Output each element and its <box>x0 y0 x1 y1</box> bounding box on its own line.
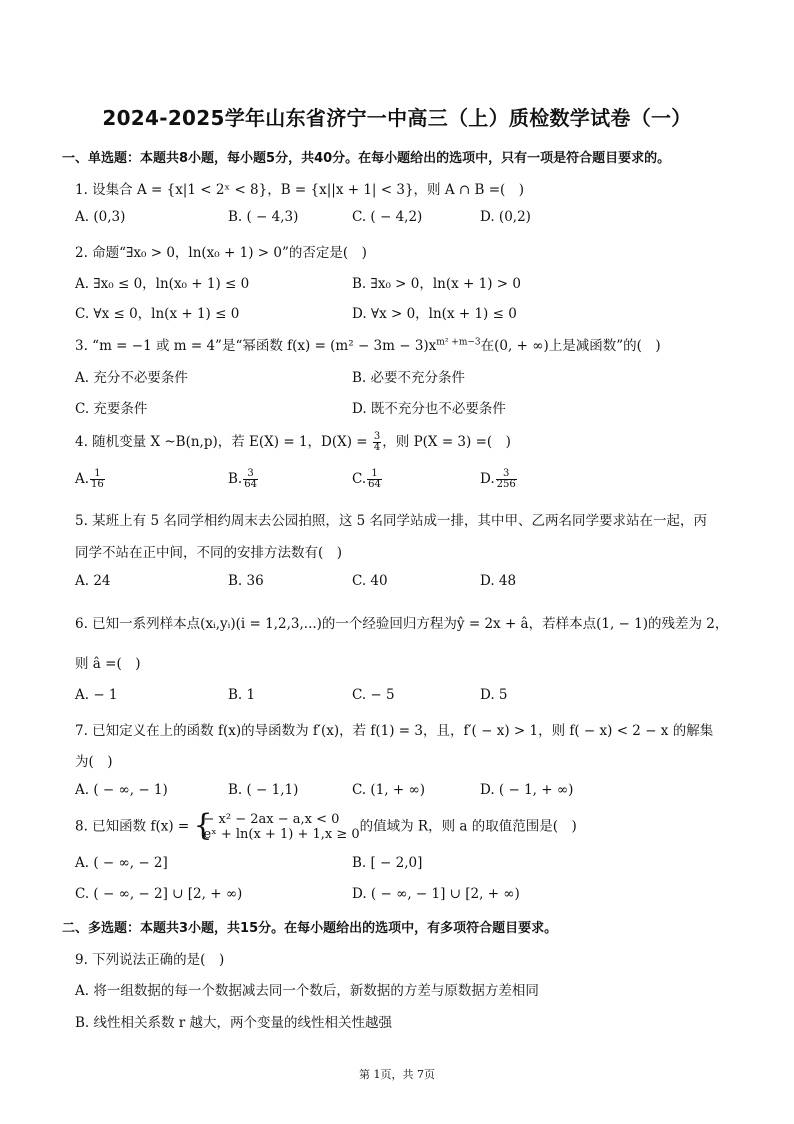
q8-case-2: eˣ + ln(x + 1) + 1,x ≥ 0 <box>203 827 360 842</box>
q8-case-1: − x² − 2ax − a,x < 0 <box>203 812 340 827</box>
q1-option-c: C. ( − 4,2) <box>352 209 423 225</box>
q1-option-a: A. (0,3) <box>75 209 126 225</box>
question-8 <box>75 808 577 843</box>
question-4 <box>75 430 511 453</box>
question-7-line-1: 7. 已知定义在上的函数 f(x)的导函数为 f′(x)，若 f(1) = 3，且，f′( − x) > 1，则 f( − x) < 2 − x 的解集 <box>75 723 714 739</box>
question-3 <box>75 334 661 354</box>
q8-piecewise: { − x² − 2ax − a,x < 0 eˣ + ln(x + 1) + 1,x ≥ 0 <box>193 808 360 843</box>
q1-option-b: B. ( − 4,3) <box>228 209 299 225</box>
q5-option-d: D. 48 <box>480 573 517 589</box>
q2-option-b: B. ∃x₀ > 0，ln(x + 1) > 0 <box>352 276 521 292</box>
question-2: 2. 命题“∃x₀ > 0，ln(x₀ + 1) > 0”的否定是( ) <box>75 245 367 261</box>
q1-option-d: D. (0,2) <box>480 209 531 225</box>
question-1: 1. 设集合 A = {x|1 < 2ˣ < 8}，B = {x||x + 1| < 3}，则 A ∩ B =( ) <box>75 182 525 198</box>
q3-option-a: A. 充分不必要条件 <box>75 370 188 386</box>
q5-option-c: C. 40 <box>352 573 388 589</box>
question-6-line-1: 6. 已知一系列样本点(xᵢ,yᵢ)(i = 1,2,3,...)的一个经验回归方程为ŷ = 2x + â，若样本点(1, − 1)的残差为 2， <box>75 616 729 632</box>
q3-exponent: m² +m−3 <box>436 337 481 348</box>
q6-option-a: A. − 1 <box>75 687 118 703</box>
q6-option-d: D. 5 <box>480 687 508 703</box>
question-6-line-2: 则 â =( ) <box>75 656 141 672</box>
q7-option-a: A. ( − ∞, − 1) <box>75 782 168 798</box>
q2-option-c: C. ∀x ≤ 0，ln(x + 1) ≤ 0 <box>75 306 240 322</box>
q5-option-a: A. 24 <box>75 573 111 589</box>
q9-option-b: B. 线性相关系数 r 越大，两个变量的线性相关性越强 <box>75 1015 393 1031</box>
q3-stem-start: 3. “m = −1 或 m = 4”是“幂函数 f(x) = (m² − 3m − 3)x <box>75 338 437 354</box>
q6-option-b: B. 1 <box>228 687 256 703</box>
q3-option-b: B. 必要不充分条件 <box>352 370 466 386</box>
section-multiple-choice: 二、多选题：本题共3小题，共15分。在每小题给出的选项中，有多项符合题目要求。 <box>62 921 558 936</box>
question-5-line-1: 5. 某班上有 5 名同学相约周末去公园拍照，这 5 名同学站成一排，其中甲、乙两名同学要求站在一起，丙 <box>75 513 708 529</box>
q3-option-d: D. 既不充分也不必要条件 <box>352 401 506 417</box>
section-single-choice: 一、单选题：本题共8小题，每小题5分，共40分。在每小题给出的选项中，只有一项是符合题目要求的。 <box>62 151 671 166</box>
question-7-line-2: 为( ) <box>75 754 113 770</box>
q3-option-c: C. 充要条件 <box>75 401 148 417</box>
q4-option-d: D. $\frac{3}{256}$ <box>480 468 516 490</box>
q3-stem-end: 在(0, + ∞)上是减函数”的( ) <box>480 338 661 354</box>
q2-option-a: A. ∃x₀ ≤ 0，ln(x₀ + 1) ≤ 0 <box>75 276 250 292</box>
q8-option-d: D. ( − ∞, − 1] ∪ [2, + ∞) <box>352 886 520 902</box>
page-footer: 第 1页，共 7页 <box>359 1068 435 1081</box>
page-title: 2024-2025学年山东省济宁一中高三（上）质检数学试卷（一） <box>102 106 692 130</box>
q7-option-c: C. (1, + ∞) <box>352 782 425 798</box>
q7-option-b: B. ( − 1,1) <box>228 782 299 798</box>
q8-stem-start: 8. 已知函数 f(x) = <box>75 818 194 835</box>
q7-option-d: D. ( − 1, + ∞) <box>480 782 574 798</box>
q9-option-a: A. 将一组数据的每一个数据减去同一个数后，新数据的方差与原数据方差相同 <box>75 983 539 999</box>
q4-option-a: A. $\frac{1}{16}$ <box>75 468 104 490</box>
q8-stem-end: 的值域为 R，则 a 的取值范围是( ) <box>359 818 577 835</box>
q2-option-d: D. ∀x > 0，ln(x + 1) ≤ 0 <box>352 306 517 322</box>
question-9: 9. 下列说法正确的是( ) <box>75 952 225 968</box>
q4-fraction: $\frac{3}{4}$ <box>373 431 381 453</box>
q5-option-b: B. 36 <box>228 573 264 589</box>
q4-option-c: C. $\frac{1}{64}$ <box>352 468 381 490</box>
q8-option-a: A. ( − ∞, − 2] <box>75 855 168 871</box>
q6-option-c: C. − 5 <box>352 687 395 703</box>
q4-stem-end: ，则 P(X = 3) =( ) <box>382 434 511 450</box>
q4-option-b: B. $\frac{3}{64}$ <box>228 468 257 490</box>
q4-stem-start: 4. 随机变量 X ~B(n,p)，若 E(X) = 1，D(X) = <box>75 434 372 450</box>
q8-option-c: C. ( − ∞, − 2] ∪ [2, + ∞) <box>75 886 243 902</box>
question-5-line-2: 同学不站在正中间，不同的安排方法数有( ) <box>75 545 343 561</box>
q8-option-b: B. [ − 2,0] <box>352 855 423 871</box>
